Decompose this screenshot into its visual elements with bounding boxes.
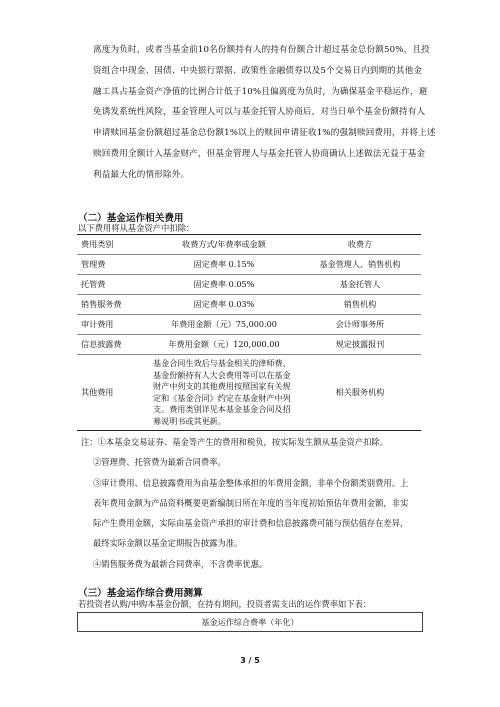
note-line: 际产生费用金额，实际由基金资产承担的审计费和信息披露费可能与预估值存在差异， bbox=[93, 518, 409, 529]
intro-line: 赎回费用全额计入基金财产，但基金管理人与基金托管人协商确认上述做法无益于基金 bbox=[93, 148, 426, 159]
cell-category: 管理费 bbox=[77, 255, 149, 275]
cell-method: 固定费率 0.03% bbox=[149, 295, 299, 315]
intro-line: 离度为负时，或者当基金前10名份额持有人的持有份额合计超过基金总份额50%，且投 bbox=[93, 45, 430, 55]
table-row bbox=[77, 355, 421, 431]
section2-heading: （二）基金运作相关费用 bbox=[78, 213, 184, 224]
note-line: 表年费用金额为产品资料概要更新编制日所在年度的当年度初始预估年费用金额，非实 bbox=[93, 497, 409, 508]
cell-payee: 规定披露报刊 bbox=[299, 335, 421, 355]
cell-category: 托管费 bbox=[77, 275, 149, 295]
cell-method: 年费用金额（元）120,000.00 bbox=[149, 335, 299, 355]
note-line: ③审计费用、信息披露费用为由基金整体承担的年费用金额，非单个份额类别费用。上 bbox=[93, 477, 409, 488]
cell-category: 审计费用 bbox=[77, 315, 149, 335]
section2-subtext: 以下费用将从基金资产中扣除： bbox=[78, 223, 195, 233]
cell-payee: 会计师事务所 bbox=[299, 315, 421, 335]
table-row bbox=[77, 295, 421, 315]
cell-payee: 销售机构 bbox=[299, 295, 421, 315]
intro-line: 资组合中现金、国债、中央银行票据、政策性金融债券以及5个交易日内到期的其他金 bbox=[93, 65, 423, 76]
header-payee: 收费方 bbox=[299, 235, 421, 255]
cell-category: 销售服务费 bbox=[77, 295, 149, 315]
cell-payee: 基金管理人、销售机构 bbox=[299, 255, 421, 275]
note-line: 注：①本基金交易证券、基金等产生的费用和税负，按实际发生额从基金资产扣除。 bbox=[81, 437, 388, 447]
intro-paragraph bbox=[93, 40, 438, 186]
cell-category: 其他费用 bbox=[77, 355, 149, 431]
table-row bbox=[77, 315, 421, 335]
cell-method: 固定费率 0.05% bbox=[149, 275, 299, 295]
table-row bbox=[77, 335, 421, 355]
note-line: ④销售服务费为最新合同费率，不含费率优惠。 bbox=[93, 558, 268, 569]
section3-subtext: 若投资者认购/申购本基金份额，在持有期间，投资者需支出的运作费率如下表： bbox=[78, 599, 372, 609]
table-header-row bbox=[77, 235, 421, 255]
note-line: 最终实际金额以基金定期报告披露为准。 bbox=[93, 538, 243, 549]
note-line: ②管理费、托管费为最新合同费率。 bbox=[93, 457, 226, 468]
header-category: 费用类别 bbox=[77, 235, 149, 255]
cell-method: 固定费率 0.15% bbox=[149, 255, 299, 275]
cell-method: 基金合同生效后与基金相关的律师费、基金份额持有人大会费用等可以在基金财产中列支的其他费用按照国家有关规定和《基金合同》约定在基金财产中列支。费用类别详见本基金基金合同及招募说明书或其更新。 bbox=[149, 355, 299, 431]
cell-method: 年费用金额（元）75,000.00 bbox=[149, 315, 299, 335]
intro-line: 融工具占基金资产净值的比例合计低于10%且偏离度为负时，为确保基金平稳运作，避 bbox=[93, 86, 428, 97]
table-row bbox=[77, 255, 421, 275]
section3-heading: （三）基金运作综合费用测算 bbox=[78, 588, 203, 599]
intro-line: 免诱发系统性风险，基金管理人可以与基金托管人协商后，对当日单个基金份额持有人 bbox=[93, 107, 426, 118]
intro-line: 利益最大化的情形除外。 bbox=[93, 169, 190, 180]
notes-block bbox=[81, 432, 427, 574]
cell-payee: 基金托管人 bbox=[299, 275, 421, 295]
table-row bbox=[77, 275, 421, 295]
cell-payee: 相关服务机构 bbox=[299, 355, 421, 431]
header-method: 收费方式/年费率或金额 bbox=[149, 235, 299, 255]
intro-line: 申请赎回基金份额超过基金总份额1%以上的赎回申请征收1%的强制赎回费用，并将上述 bbox=[93, 128, 436, 139]
page-number: 3 / 5 bbox=[240, 656, 260, 665]
composite-fee-box: 基金运作综合费率（年化） bbox=[77, 612, 423, 632]
fee-table bbox=[77, 234, 421, 431]
cell-category: 信息披露费 bbox=[77, 335, 149, 355]
